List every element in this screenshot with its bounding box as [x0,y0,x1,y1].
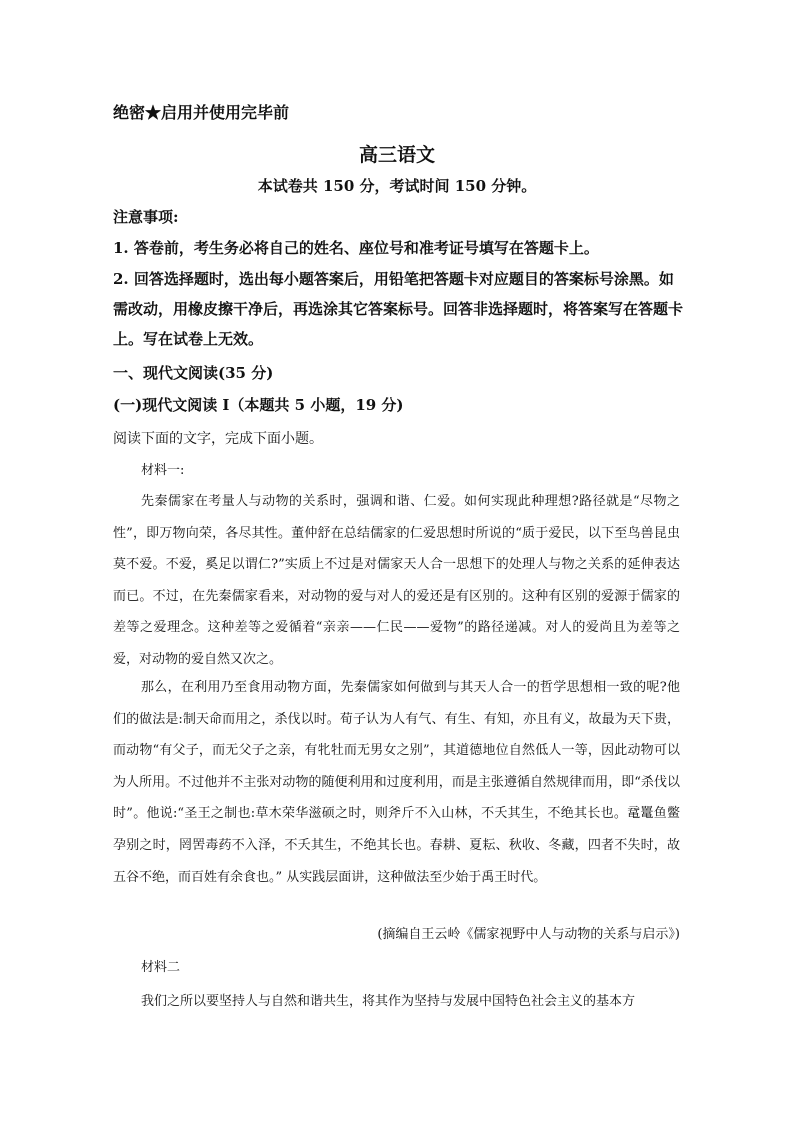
instruction-text: 阅读下面的文字，完成下面小题。 [113,431,323,447]
exam-info: 本试卷共 150 分，考试时间 150 分钟。 [257,177,537,195]
material-2-label: 材料二 [141,960,181,975]
confidential-notice: 绝密★启用并使用完毕前 [113,103,290,122]
material-1-paragraph-2: 那么，在利用乃至食用动物方面，先秦儒家如何做到与其天人合一的哲学思想相一致的呢?他们的做法是:制天命而用之，杀伐以时。荀子认为人有气、有生、有知，亦且有义，故最为天下贵，而动物“有父子，而无父子之亲，有牝牡而无男女之别”，其道德地位自然低人一等，因此动物可以为人所用。不过他并不主张对动物的随便利用和过度利用，而是主张遵循自然规律而用，即“杀伐以时”。他说:“圣王之制也:草木荣华滋硕之时，则斧斤不入山林，不夭其生，不绝其长也。鼋鼍鱼鳖孕别之时，罔罟毒药不入泽，不夭其生，不绝其长也。春耕、夏耘、秋收、冬藏，四者不失时，故五谷不绝，而百姓有余食也。” 从实践层面讲，这种做法至少始于禹王时代。 [113,680,680,885]
material-2-paragraph-1: 我们之所以要坚持人与自然和谐共生，将其作为坚持与发展中国特色社会主义的基本方 [141,994,636,1009]
material-1-source: (摘编自王云岭《儒家视野中人与动物的关系与启示》) [377,927,680,942]
notice-item-1: 1. 答卷前，考生务必将自己的姓名、座位号和准考证号填写在答题卡上。 [113,239,599,257]
section-heading: 一、现代文阅读(35 分) [113,364,274,382]
notice-heading: 注意事项: [113,208,179,226]
material-1-paragraph-1: 先秦儒家在考量人与动物的关系时，强调和谐、仁爱。如何实现此种理想?路径就是“尽物之性”，即万物向荣，各尽其性。董仲舒在总结儒家的仁爱思想时所说的“质于爱民，以下至鸟兽昆虫莫不爱。不爱，奚足以谓仁?”实质上不过是对儒家天人合一思想下的处理人与物之关系的延伸表达而已。不过，在先秦儒家看来，对动物的爱与对人的爱还是有区别的。这种有区别的爱源于儒家的差等之爱理念。这种差等之爱循着“亲亲——仁民——爱物”的路径递减。对人的爱尚且为差等之爱，对动物的爱自然又次之。 [113,494,680,667]
page-title: 高三语文 [358,144,435,166]
subsection-heading: (一)现代文阅读 I（本题共 5 小题，19 分) [113,396,404,414]
material-1-label: 材料一: [141,463,185,478]
notice-item-2: 2. 回答选择题时，选出每小题答案后，用铅笔把答题卡对应题目的答案标号涂黑。如需改动，用橡皮擦干净后，再选涂其它答案标号。回答非选择题时，将答案写在答题卡上。写在试卷上无效。 [113,270,684,348]
